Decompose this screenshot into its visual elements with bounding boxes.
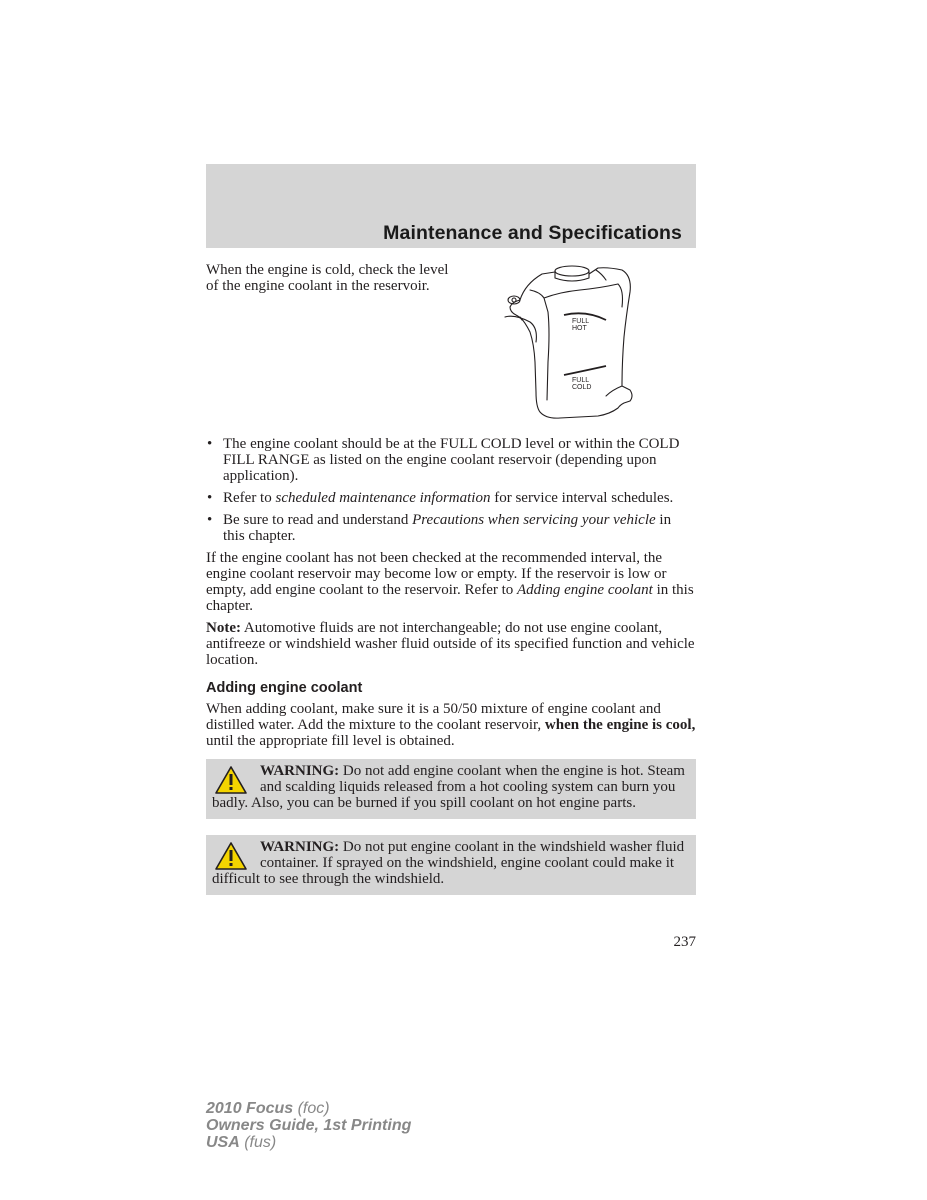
intro-paragraph: When the engine is cold, check the level of the engine coolant in the reservoir. xyxy=(206,262,449,294)
bullet-text: The engine coolant should be at the FULL COLD level or within the COLD FILL RANGE as listed on the engine coolant reservoir (depending upon application). xyxy=(223,436,680,484)
list-item xyxy=(206,436,696,484)
paragraph-text: If the engine coolant has not been checked at the recommended interval, the engine coolant reservoir may become low or empty. If the reservoir is low or empty, add engine coolant to the reservoir. Refer to xyxy=(206,550,667,598)
footer-line-2 xyxy=(206,1117,411,1134)
warning-text: Do not put engine coolant in the windshield washer fluid container. If sprayed on the windshield, engine coolant could make it difficult to see through the windshield. xyxy=(212,839,685,887)
bullet-text-pre: Be sure to read and understand xyxy=(223,512,413,528)
note-text: Automotive fluids are not interchangeable; do not use engine coolant, antifreeze or windshield washer fluid outside of its specified function and vehicle location. xyxy=(206,620,695,668)
footer-market: USA xyxy=(206,1134,240,1151)
warning-triangle-icon xyxy=(214,765,252,795)
note-label: Note: xyxy=(206,620,241,636)
warning-box xyxy=(206,835,696,895)
bullet-list xyxy=(206,436,696,544)
cross-reference: Adding engine coolant xyxy=(517,582,653,598)
adding-coolant-paragraph xyxy=(206,701,696,749)
section-title: Maintenance and Specifications xyxy=(383,222,682,244)
emphasis-text: when the engine is cool, xyxy=(544,717,696,733)
warning-box xyxy=(206,759,696,819)
footer-line-3 xyxy=(206,1134,411,1151)
coolant-reservoir-illustration xyxy=(500,262,640,424)
full-cold-label-2: COLD xyxy=(572,384,592,391)
footer-line-1 xyxy=(206,1100,411,1117)
bullet-dot: • xyxy=(207,436,213,452)
intro-row xyxy=(206,262,696,432)
full-hot-label-2: HOT xyxy=(572,325,587,332)
page-number: 237 xyxy=(673,934,696,950)
list-item xyxy=(206,512,696,544)
warning-text: Do not add engine coolant when the engine is hot. Steam and scalding liquids released from a hot cooling system can burn you badly. Also, you can be burned if you spill coolant on hot engine parts. xyxy=(212,763,685,811)
footer-code: (foc) xyxy=(293,1100,330,1117)
full-hot-label-1: FULL xyxy=(572,318,590,325)
list-item xyxy=(206,490,696,506)
warning-label: WARNING: xyxy=(260,763,340,779)
warning-label: WARNING: xyxy=(260,839,340,855)
bullet-dot: • xyxy=(207,490,213,506)
cross-reference: scheduled maintenance information xyxy=(275,490,491,506)
section-header-band xyxy=(206,164,696,248)
footer-guide: Owners Guide, 1st Printing xyxy=(206,1117,412,1134)
bullet-text-post: in this chapter. xyxy=(223,512,672,544)
note-paragraph xyxy=(206,620,696,668)
paragraph-text: until the appropriate fill level is obtained. xyxy=(206,733,455,749)
page-content xyxy=(206,262,696,911)
print-footer xyxy=(206,1100,411,1151)
full-cold-level-line xyxy=(564,366,606,375)
footer-market-code: (fus) xyxy=(239,1134,277,1151)
paragraph-text: When adding coolant, make sure it is a 50/50 mixture of engine coolant and distilled water. Add the mixture to the coolant reservoir, xyxy=(206,701,661,733)
bullet-dot: • xyxy=(207,512,213,528)
subheading: Adding engine coolant xyxy=(206,680,363,696)
coolant-reservoir-figure xyxy=(500,262,640,424)
cross-reference: Precautions when servicing your vehicle xyxy=(412,512,656,528)
full-cold-label-1: FULL xyxy=(572,377,590,384)
low-coolant-paragraph xyxy=(206,550,696,614)
paragraph-text: in this chapter. xyxy=(206,582,694,614)
footer-model: 2010 Focus xyxy=(206,1100,294,1117)
bullet-text-post: for service interval schedules. xyxy=(490,490,674,506)
warning-triangle-icon xyxy=(214,841,252,871)
bullet-text-pre: Refer to xyxy=(223,490,276,506)
